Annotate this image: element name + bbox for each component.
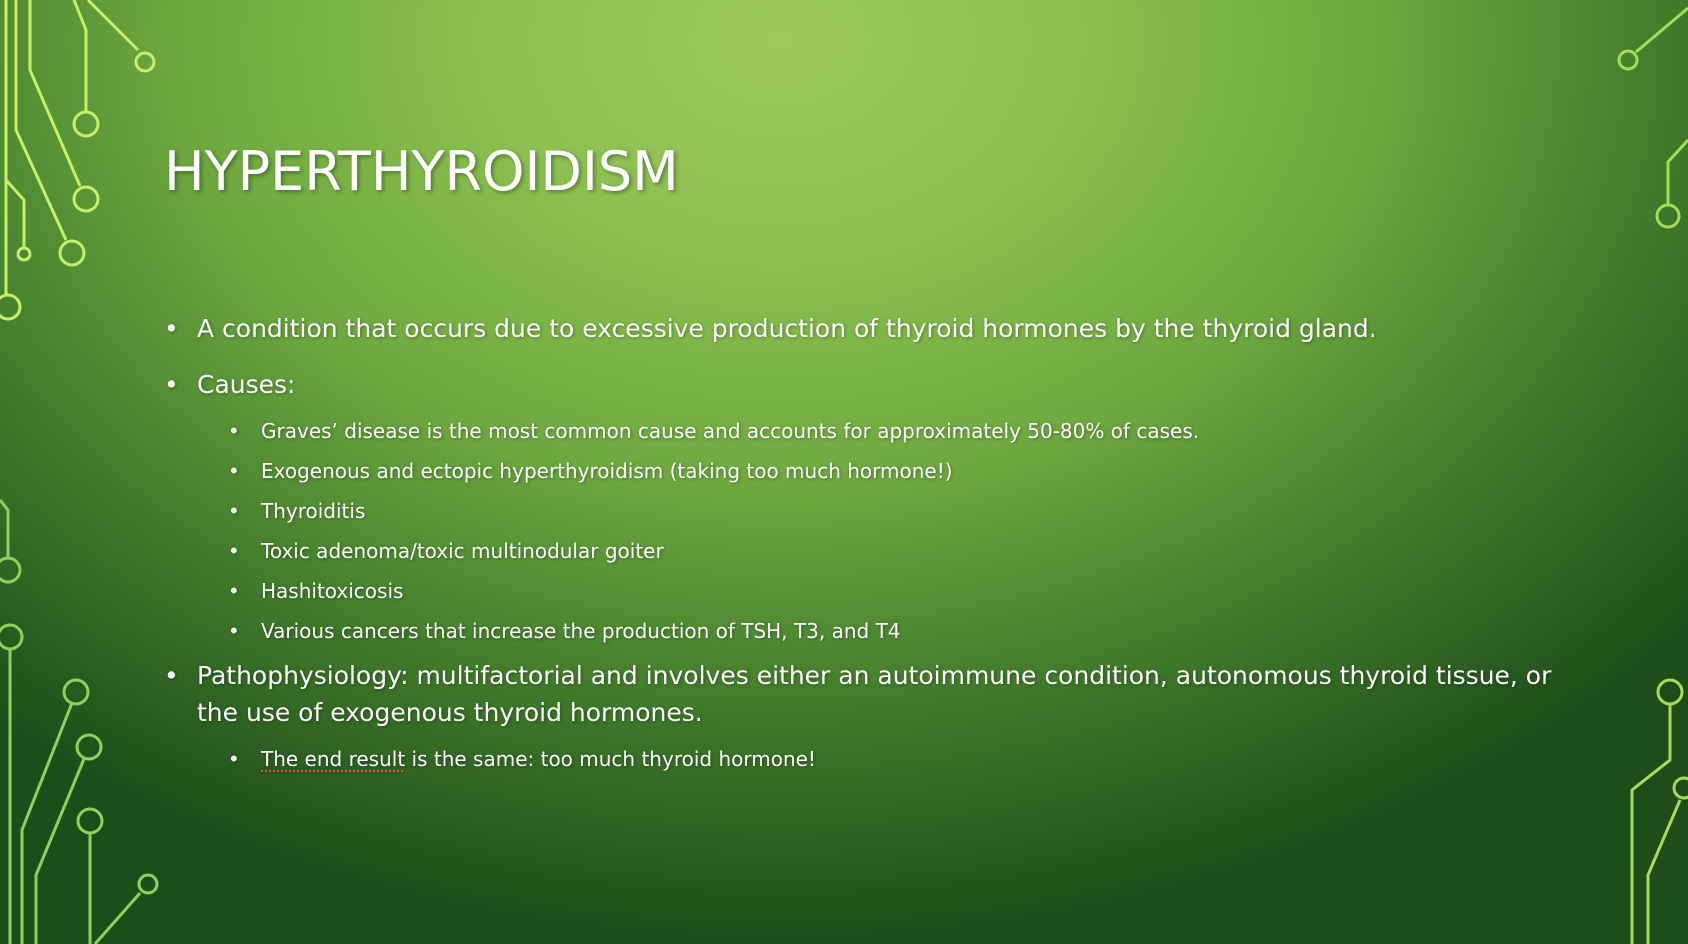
cause-item bbox=[228, 577, 1564, 605]
bullet-glyph: • bbox=[228, 539, 240, 563]
bullet-causes bbox=[164, 366, 1564, 403]
cause-item bbox=[228, 617, 1564, 645]
circuit-right bbox=[1619, 8, 1688, 944]
bullet-pathophysiology bbox=[164, 657, 1564, 731]
causes-list bbox=[164, 417, 1564, 645]
bullet-definition-text: A condition that occurs due to excessive production of thyroid hormones by the thyroid gland. bbox=[197, 314, 1377, 343]
slide-body bbox=[164, 310, 1564, 785]
bullet-glyph: • bbox=[228, 619, 240, 643]
cause-text: Various cancers that increase the production of TSH, T3, and T4 bbox=[261, 619, 901, 643]
bullet-glyph: • bbox=[228, 419, 240, 443]
bullet-glyph: • bbox=[228, 579, 240, 603]
cause-text: Toxic adenoma/toxic multinodular goiter bbox=[261, 539, 664, 563]
cause-item bbox=[228, 537, 1564, 565]
cause-text: Exogenous and ectopic hyperthyroidism (taking too much hormone!) bbox=[261, 459, 953, 483]
subitem-text: is the same: too much thyroid hormone! bbox=[405, 747, 816, 771]
bullet-glyph: • bbox=[164, 661, 179, 690]
circuit-left-bottom bbox=[0, 500, 157, 944]
bullet-pathophysiology-text: Pathophysiology: multifactorial and involves either an autoimmune condition, autonomous thyroid tissue, or the use of exogenous thyroid hormones. bbox=[197, 661, 1552, 727]
spellcheck-underlined-text: The end result bbox=[261, 747, 406, 771]
slide-title: HYPERTHYROIDISM bbox=[164, 140, 679, 203]
cause-text: Thyroiditis bbox=[261, 499, 366, 523]
pathophysiology-subitem bbox=[228, 745, 1564, 773]
cause-item bbox=[228, 417, 1564, 445]
cause-text: Hashitoxicosis bbox=[261, 579, 404, 603]
bullet-glyph: • bbox=[228, 747, 240, 771]
bullet-glyph: • bbox=[164, 370, 179, 399]
pathophysiology-sublist bbox=[164, 745, 1564, 773]
bullet-causes-text: Causes: bbox=[197, 370, 296, 399]
cause-text: Graves’ disease is the most common cause and accounts for approximately 50-80% of cases. bbox=[261, 419, 1200, 443]
bullet-definition bbox=[164, 310, 1564, 347]
bullet-glyph: • bbox=[228, 459, 240, 483]
cause-item bbox=[228, 497, 1564, 525]
bullet-glyph: • bbox=[228, 499, 240, 523]
circuit-left-top bbox=[0, 0, 154, 319]
bullet-glyph: • bbox=[164, 314, 179, 343]
cause-item bbox=[228, 457, 1564, 485]
